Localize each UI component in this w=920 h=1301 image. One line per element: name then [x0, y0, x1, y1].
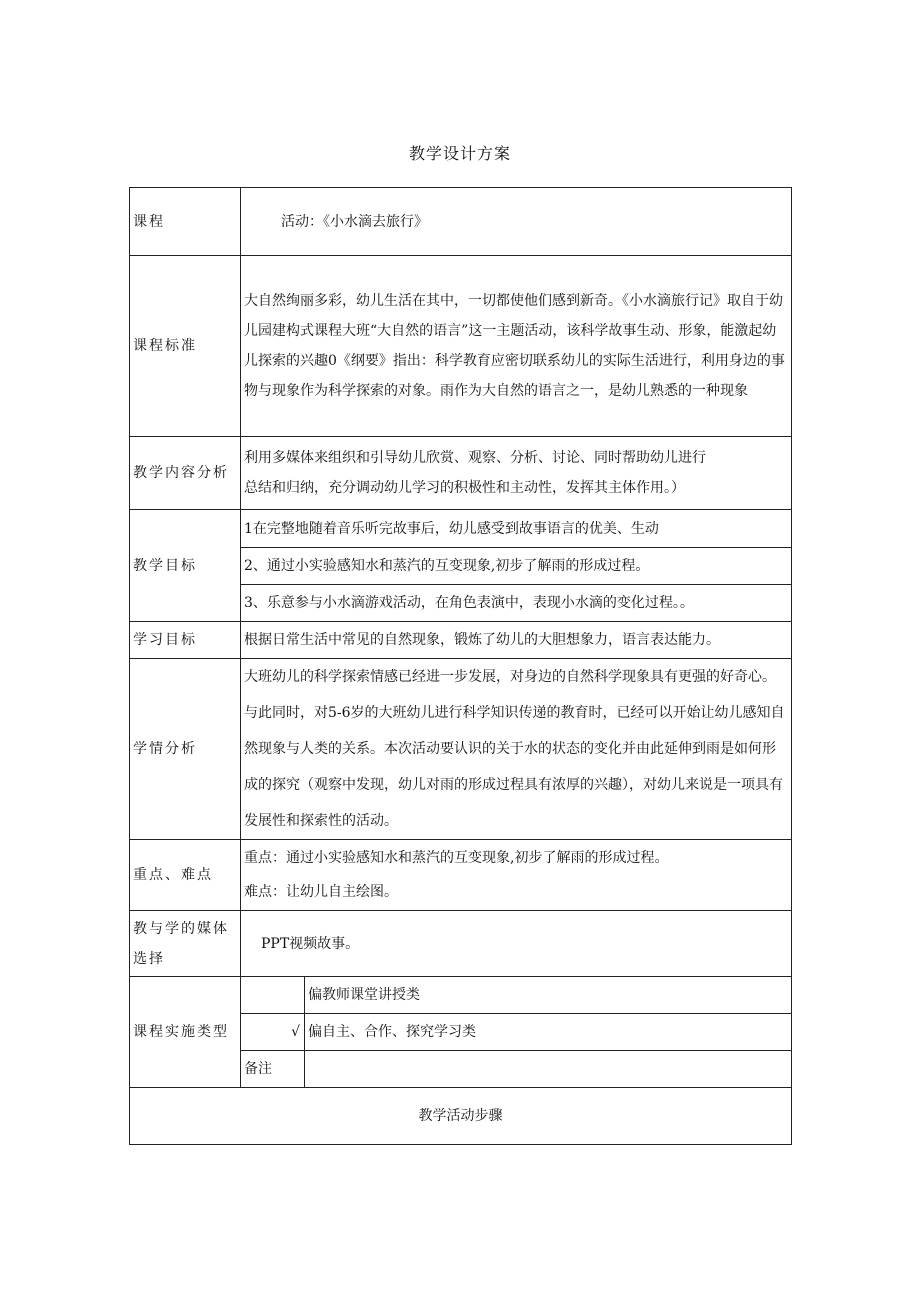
type-option-2-text: 偏自主、合作、探究学习类	[305, 1014, 792, 1051]
goal-item-2: 2、通过小实验感知水和蒸汽的互变现象,初步了解雨的形成过程。	[241, 548, 792, 585]
focus-label: 重点、难点	[130, 840, 241, 911]
analysis-label: 学情分析	[130, 659, 241, 840]
content-line-2: 总结和归纳，充分调动幼儿学习的积极性和主动性，发挥其主体作用。）	[244, 480, 685, 496]
type-label: 课程实施类型	[130, 977, 241, 1088]
focus-key: 重点：通过小实验感知水和蒸汽的互变现象,初步了解雨的形成过程。	[244, 850, 669, 866]
goal-item-1: 1在完整地随着音乐听完故事后，幼儿感受到故事语言的优美、生动	[241, 510, 792, 548]
row-learning	[130, 622, 792, 659]
focus-difficulty: 难点：让幼儿自主绘图。	[244, 884, 398, 900]
standard-label: 课程标准	[130, 256, 241, 437]
type-option-1-mark	[241, 977, 305, 1014]
analysis-text: 大班幼儿的科学探索情感已经进一步发展，对身边的自然科学现象具有更强的好奇心。与此同时，对5-6岁的大班幼儿进行科学知识传递的教育时，已经可以开始让幼儿感知自然现象与人类的关系。本次活动要认识的关于水的状态的变化并由此延伸到雨是如何形成的探究（观察中发现，幼儿对雨的形成过程具有浓厚的兴趣），对幼儿来说是一项具有发展性和探索性的活动。	[241, 659, 792, 840]
standard-text: 大自然绚丽多彩，幼儿生活在其中，一切都使他们感到新奇。《小水滴旅行记》取自于幼儿园建构式课程大班“大自然的语言”这一主题活动，该科学故事生动、形象，能激起幼儿探索的兴趣0《纲要》指出：科学教育应密切联系幼儿的实际生活进行，利用身边的事物与现象作为科学探索的对象。雨作为大自然的语言之一，是幼儿熟悉的一种现象	[241, 256, 792, 437]
content-label: 教学内容分析	[130, 437, 241, 510]
row-course	[130, 188, 792, 256]
row-goals-1	[130, 510, 792, 548]
remark-value	[305, 1051, 792, 1088]
course-value: 活动：《小水滴去旅行》	[241, 188, 792, 256]
row-content	[130, 437, 792, 510]
learning-text: 根据日常生活中常见的自然现象，锻炼了幼儿的大胆想象力，语言表达能力。	[241, 622, 792, 659]
remark-label: 备注	[241, 1051, 305, 1088]
type-option-2-mark: √	[241, 1014, 305, 1051]
row-focus	[130, 840, 792, 911]
content-line-1: 利用多媒体来组织和引导幼儿欣赏、观察、分析、讨论、同时帮助幼儿进行	[244, 450, 706, 466]
content-text	[241, 437, 792, 510]
steps-label: 教学活动步骤	[130, 1088, 792, 1145]
media-value: PPT视频故事。	[241, 911, 792, 977]
document-title: 教学设计方案	[408, 144, 511, 163]
type-option-1-text: 偏教师课堂讲授类	[305, 977, 792, 1014]
row-steps	[130, 1088, 792, 1145]
row-analysis	[130, 659, 792, 840]
row-type-1	[130, 977, 792, 1014]
media-label: 教与学的媒体选择	[130, 911, 241, 977]
lesson-plan-table	[129, 187, 792, 1145]
goals-label: 教学目标	[130, 510, 241, 622]
focus-text	[241, 840, 792, 911]
learning-label: 学习目标	[130, 622, 241, 659]
row-standard	[130, 256, 792, 437]
row-media	[130, 911, 792, 977]
goal-item-3: 3、乐意参与小水滴游戏活动，在角色表演中，表现小水滴的变化过程。。	[241, 585, 792, 622]
course-label: 课程	[130, 188, 241, 256]
